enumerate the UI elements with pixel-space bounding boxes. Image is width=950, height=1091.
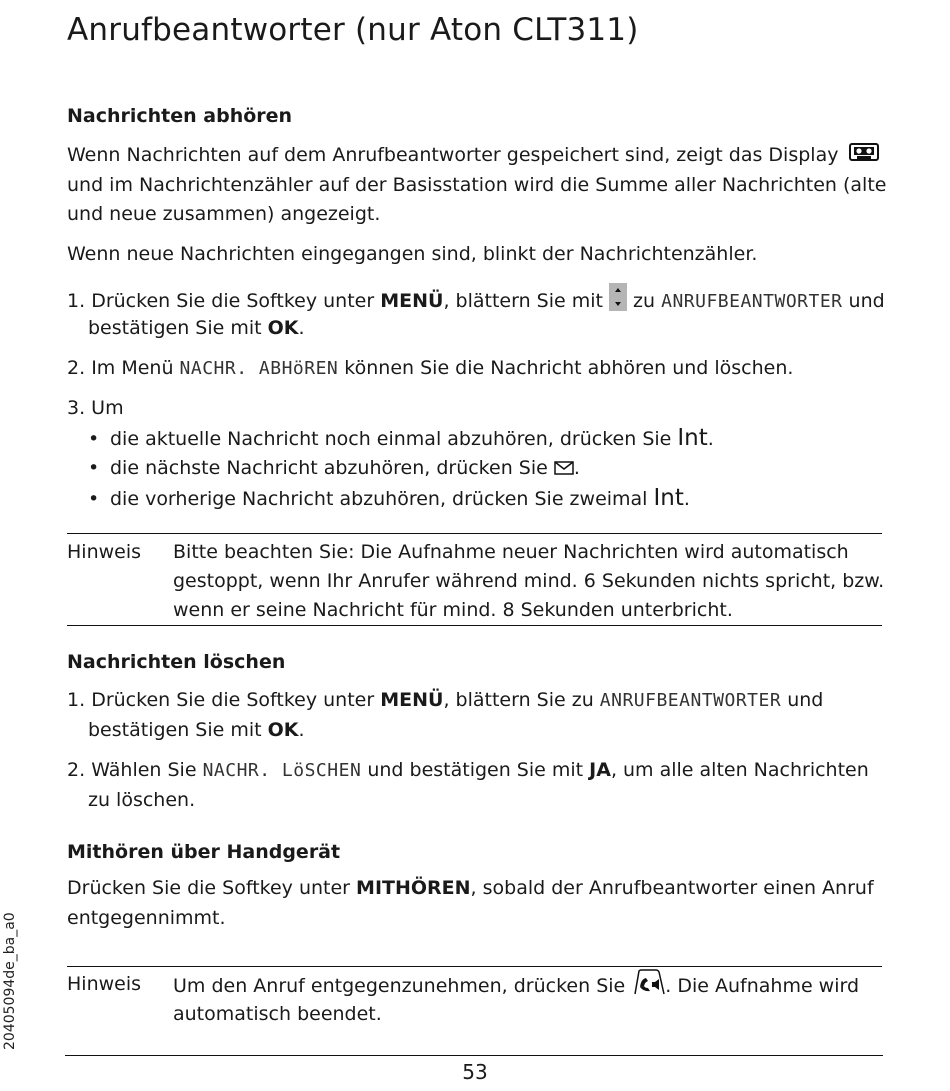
text: und	[781, 689, 824, 711]
paragraph-line	[67, 140, 879, 171]
text: zu	[627, 290, 662, 312]
hint-top-rule	[67, 533, 882, 534]
hint-text-line: wenn er seine Nachricht für mind. 8 Sekunden unterbricht.	[173, 599, 733, 621]
answering-machine-tape-icon	[849, 141, 879, 171]
text: Drücken Sie die Softkey unter	[67, 877, 357, 899]
text: .	[683, 488, 690, 510]
text: die vorherige Nachricht abzuhören, drücken Sie zweimal	[110, 488, 654, 510]
text: bestätigen Sie mit	[88, 719, 268, 741]
hint-text-line: Bitte beachten Sie: Die Aufnahme neuer Nachrichten wird automatisch	[173, 541, 849, 563]
text: Um den Anruf entgegenzunehmen, drücken Sie	[173, 975, 632, 997]
display-text: ANRUFBEANTWORTER	[661, 291, 843, 312]
text: , um alle alten Nachrichten	[610, 759, 869, 781]
step-3: 3. Um	[67, 397, 124, 419]
softkey-label: MENÜ	[380, 689, 444, 711]
text: bestätigen Sie mit	[88, 317, 268, 339]
text: können Sie die Nachricht abhören und löschen.	[338, 357, 794, 379]
display-text: ANRUFBEANTWORTER	[599, 690, 782, 711]
text: , sobald der Anrufbeantworter einen Anruf	[470, 877, 874, 899]
text: Wenn Nachrichten auf dem Anrufbeantworter gespeichert sind, zeigt das Display	[67, 144, 839, 166]
text: Drücken Sie die Softkey unter	[91, 689, 381, 711]
hint-text-line: gestoppt, wenn Ihr Anrufer während mind. 6 Sekunden nichts spricht, bzw.	[173, 570, 885, 592]
handset-speaker-key-icon	[631, 969, 665, 1004]
paragraph-line	[67, 873, 874, 903]
step-number: 2.	[67, 357, 86, 379]
hint-bottom-rule	[67, 625, 882, 626]
text: Im Menü	[91, 357, 180, 379]
text: .	[298, 719, 305, 741]
hint-label: Hinweis	[67, 973, 142, 995]
bullet: •	[88, 488, 100, 510]
text: .	[573, 457, 580, 479]
text: . Die Aufnahme wird	[665, 975, 860, 997]
text: die nächste Nachricht abzuhören, drücken Sie	[110, 457, 554, 479]
softkey-label: MITHÖREN	[356, 877, 471, 899]
list-item	[88, 423, 714, 454]
hint-label: Hinweis	[67, 541, 142, 563]
paragraph-line: entgegennimmt.	[67, 907, 226, 929]
int-key-label: Int	[677, 425, 708, 451]
softkey-label: MENÜ	[380, 290, 444, 312]
hint-top-rule	[67, 966, 882, 967]
list-item	[88, 453, 580, 484]
page-number: 53	[462, 1060, 488, 1084]
step-2	[67, 755, 869, 786]
bullet: •	[88, 428, 100, 450]
step-number: 2.	[67, 759, 86, 781]
softkey-label: JA	[589, 759, 611, 781]
up-down-navigation-key-icon	[609, 283, 627, 320]
page-title: Anrufbeantworter (nur Aton CLT311)	[67, 12, 639, 48]
key-label: OK	[267, 317, 299, 339]
envelope-icon	[554, 454, 574, 484]
footer-rule	[65, 1055, 883, 1056]
text: .	[298, 317, 305, 339]
text: und	[842, 290, 885, 312]
text: die aktuelle Nachricht noch einmal abzuhören, drücken Sie	[110, 428, 678, 450]
step-1-continued	[88, 313, 305, 343]
bullet: •	[88, 457, 100, 479]
section-heading-monitor: Mithören über Handgerät	[67, 841, 341, 863]
text: , blättern Sie zu	[443, 689, 600, 711]
section-heading-listen: Nachrichten abhören	[67, 105, 293, 127]
text: .	[707, 428, 714, 450]
list-item	[88, 483, 690, 514]
int-key-label: Int	[653, 485, 684, 511]
step-1-continued	[88, 715, 305, 745]
text: Wählen Sie	[91, 759, 203, 781]
step-2	[67, 353, 793, 384]
document-code: 20405094de_ba_a0	[2, 912, 18, 1050]
key-label: OK	[267, 719, 299, 741]
step-2-continued: zu löschen.	[88, 789, 196, 811]
text: , blättern Sie mit	[443, 290, 609, 312]
text: Drücken Sie die Softkey unter	[91, 290, 381, 312]
text: und bestätigen Sie mit	[361, 759, 590, 781]
section-heading-delete: Nachrichten löschen	[67, 651, 286, 673]
step-1	[67, 685, 823, 716]
step-number: 1.	[67, 689, 86, 711]
step-number: 1.	[67, 290, 86, 312]
paragraph: Wenn neue Nachrichten eingegangen sind, blinkt der Nachrichtenzähler.	[67, 243, 758, 265]
display-text: NACHR. LöSCHEN	[202, 760, 362, 781]
display-text: NACHR. ABHöREN	[179, 358, 339, 379]
paragraph-line: und im Nachrichtenzähler auf der Basisstation wird die Summe aller Nachrichten (alte	[67, 174, 887, 196]
paragraph-line: und neue zusammen) angezeigt.	[67, 203, 381, 225]
hint-text-line: automatisch beendet.	[173, 1003, 382, 1025]
